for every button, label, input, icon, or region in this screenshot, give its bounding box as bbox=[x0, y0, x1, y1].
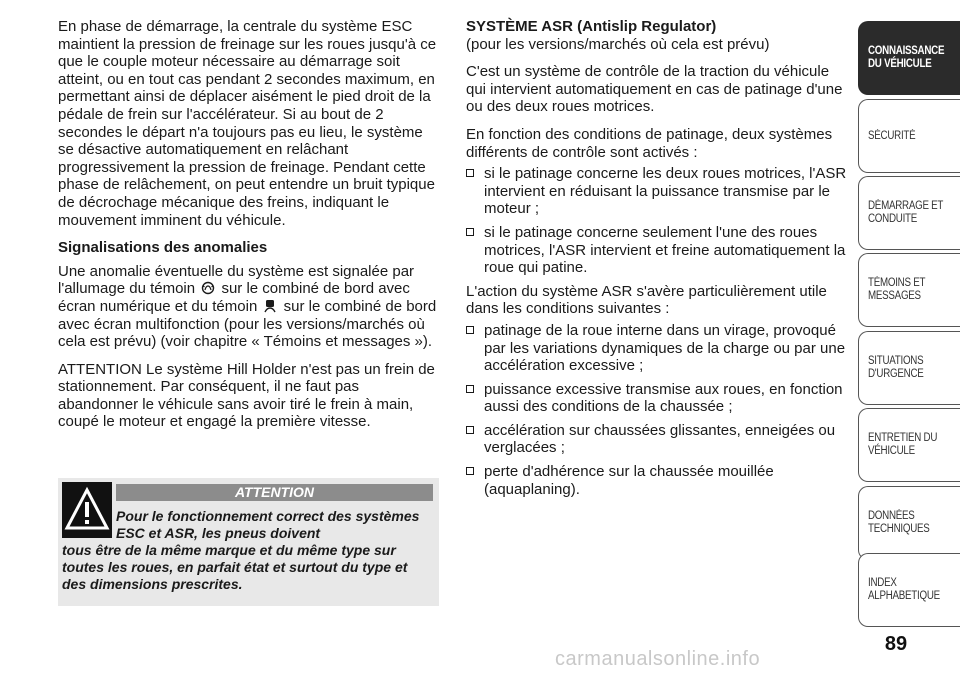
asr-heading: SYSTÈME ASR (Antislip Regulator) bbox=[466, 18, 717, 35]
list-item: si le patinage concerne seulement l'une des roues motrices, l'ASR intervient et freine automatiquement la roue qui patine. bbox=[466, 224, 852, 277]
asr-conditions-intro: En fonction des conditions de patinage, deux systèmes différents de contrôle sont activés : bbox=[466, 125, 833, 161]
anomalies-text-c: sur le combiné de bord avec écran multifonction (pour les versions/marchés où cela est prévu) (voir chapitre « Témoins et messages »). bbox=[58, 297, 437, 351]
anomalies-paragraph bbox=[58, 263, 442, 351]
esc-warning-lamp-small-icon bbox=[263, 299, 277, 313]
left-column bbox=[58, 18, 442, 441]
watermark: carmanualsonline.info bbox=[555, 648, 761, 670]
tab-index-alphabetique[interactable]: INDEX ALPHABETIQUE bbox=[858, 553, 960, 627]
checkbox-bullet-icon bbox=[466, 326, 474, 334]
list-item: accélération sur chaussées glissantes, enneigées ou verglacées ; bbox=[466, 422, 852, 457]
checkbox-bullet-icon bbox=[466, 385, 474, 393]
esc-warning-lamp-icon bbox=[201, 281, 215, 295]
asr-usefulness-intro: L'action du système ASR s'avère particulièrement utile dans les conditions suivantes : bbox=[466, 282, 827, 318]
tab-securite[interactable]: SÉCURITÉ bbox=[858, 99, 960, 173]
right-column bbox=[466, 18, 852, 504]
tab-connaissance-vehicule[interactable]: CONNAISSANCE DU VÉHICULE bbox=[858, 21, 960, 95]
tab-situations-urgence[interactable]: SITUATIONS D'URGENCE bbox=[858, 331, 960, 405]
hill-holder-paragraph: En phase de démarrage, la centrale du système ESC maintient la pression de freinage sur les roues jusqu'à ce que le couple moteur nécessaire au démarrage soit atteint, ou en tout cas pendant 2 secondes maximum, en permettant ainsi de déplacer aisément le pied droit de la pédale de frein sur l'accélérateur. Si au bout de 2 secondes le départ n'a toujours pas eu lieu, le système se désactive automatiquement en relâchant progressivement la pression de freinage. Pendant cette phase de relâchement, on peut entendre un bruit typique de décrochage mécanique des freins, indiquant le mouvement imminent du véhicule. bbox=[58, 18, 437, 229]
asr-intro: C'est un système de contrôle de la traction du véhicule qui intervient automatiquement en cas de patinage d'une ou des deux roues motrices. bbox=[466, 63, 843, 116]
anomalies-heading: Signalisations des anomalies bbox=[58, 239, 268, 257]
asr-conditions-list bbox=[466, 322, 852, 498]
warning-text bbox=[58, 508, 433, 593]
list-item: patinage de la roue interne dans un virage, provoqué par les variations dynamiques de la charge ou par une accélération excessive ; bbox=[466, 322, 852, 375]
chapter-tabs bbox=[858, 0, 960, 678]
list-item: perte d'adhérence sur la chaussée mouillée (aquaplaning). bbox=[466, 463, 852, 498]
list-item: puissance excessive transmise aux roues, en fonction aussi des conditions de la chaussée ; bbox=[466, 381, 852, 416]
warning-text-full: tous être de la même marque et du même type sur toutes les roues, en parfait état et surtout du type et des dimensions prescrites. bbox=[62, 542, 408, 592]
asr-subheading: (pour les versions/marchés où cela est prévu) bbox=[466, 35, 770, 53]
tab-temoins-messages[interactable]: TÉMOINS ET MESSAGES bbox=[858, 253, 960, 327]
tab-demarrage-conduite[interactable]: DÉMARRAGE ET CONDUITE bbox=[858, 176, 960, 250]
checkbox-bullet-icon bbox=[466, 228, 474, 236]
page-number: 89 bbox=[884, 633, 908, 655]
anomalies-text-b: sur le combiné de bord avec écran numérique et du témoin bbox=[58, 280, 410, 315]
anomalies-text-a: Une anomalie éventuelle du système est signalée par l'allumage du témoin bbox=[58, 262, 415, 298]
checkbox-bullet-icon bbox=[466, 426, 474, 434]
checkbox-bullet-icon bbox=[466, 169, 474, 177]
attention-paragraph: ATTENTION Le système Hill Holder n'est pas un frein de stationnement. Par conséquent, il ne faut pas abandonner le véhicule sans avoir tiré le frein à main, coupé le moteur et engagé la première vitesse. bbox=[58, 360, 435, 431]
list-item: si le patinage concerne les deux roues motrices, l'ASR intervient en réduisant la puissance transmise par le moteur ; bbox=[466, 165, 852, 218]
tab-entretien-vehicule[interactable]: ENTRETIEN DU VÉHICULE bbox=[858, 408, 960, 482]
asr-systems-list bbox=[466, 165, 852, 277]
checkbox-bullet-icon bbox=[466, 467, 474, 475]
warning-box bbox=[58, 478, 439, 606]
tab-donnees-techniques[interactable]: DONNÉES TECHNIQUES bbox=[858, 486, 960, 560]
warning-text-indent: Pour le fonctionnement correct des systèmes ESC et ASR, les pneus doivent bbox=[116, 508, 420, 541]
warning-title: ATTENTION bbox=[116, 484, 433, 501]
